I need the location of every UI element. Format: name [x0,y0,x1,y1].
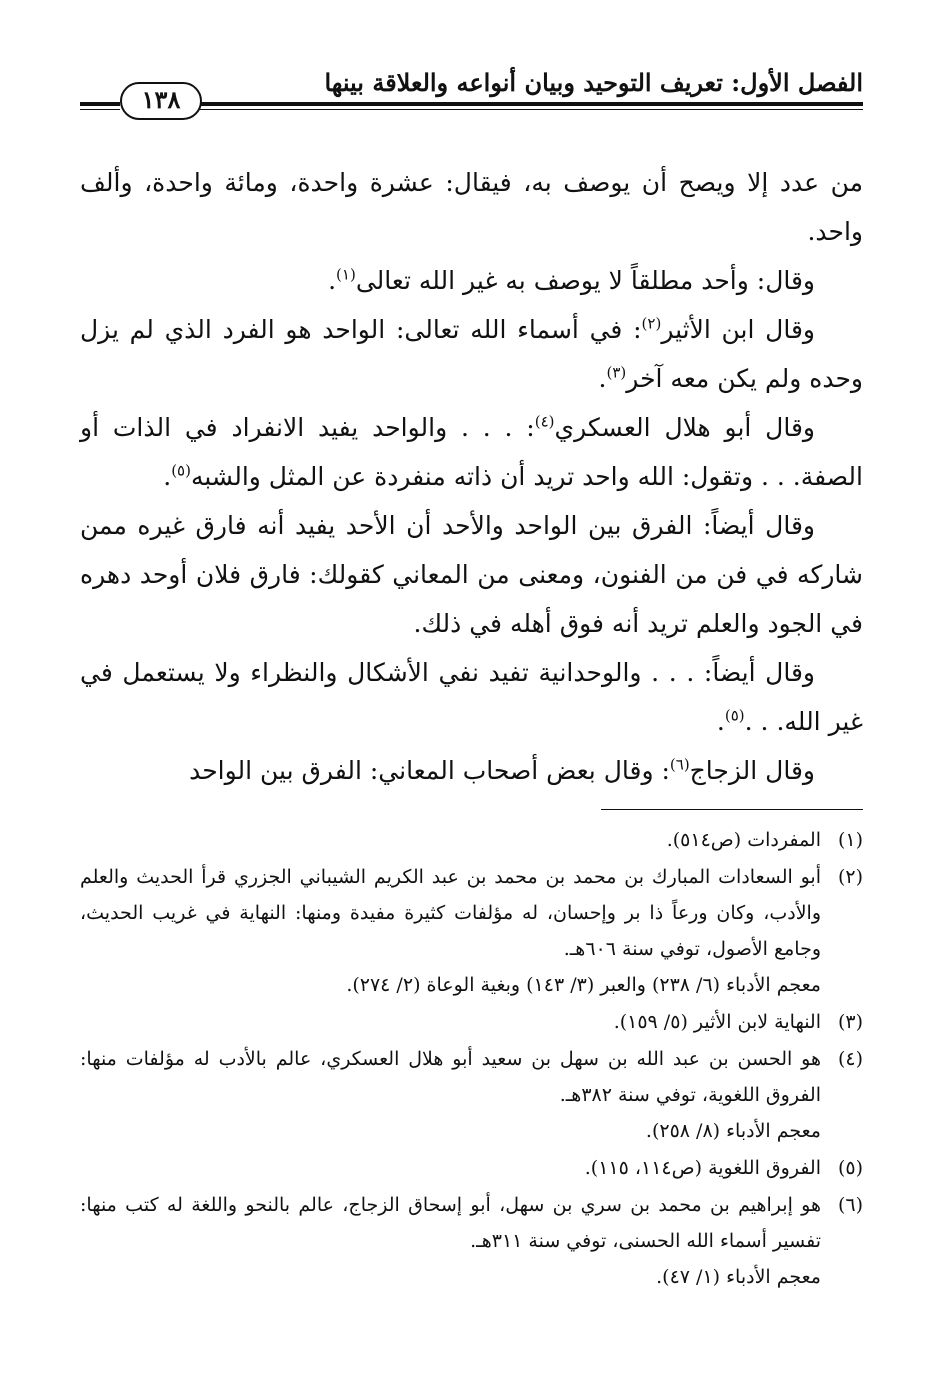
footnote-line: الفروق اللغوية (ص١١٤، ١١٥). [584,1157,821,1179]
footnote-number: (٤) [837,1048,863,1070]
footnote-line: معجم الأدباء (٨/ ٢٥٨). [645,1120,821,1142]
paragraph [80,501,863,648]
footnote-reference: (٣) [606,363,627,382]
footnote-line: النهاية لابن الأثير (٥/ ١٥٩). [613,1011,821,1033]
paragraph-text: . [163,462,172,491]
footnote-line: معجم الأدباء (١/ ٤٧). [656,1266,821,1288]
paragraph-text: وقال الزجاج [689,756,815,785]
footnote [80,1004,863,1040]
paragraph-text: . [328,266,337,295]
paragraph [80,403,863,501]
paragraph [80,746,863,795]
header-rule-thin [138,109,863,110]
paragraph-text: وقال أبو هلال العسكري [554,413,815,442]
footnote-text [80,1150,821,1186]
footnote-reference: (٥) [724,706,745,725]
header-rule-tail [80,102,120,106]
footnote-text [80,1004,821,1040]
footnote [80,859,863,1003]
footnote-text [80,1041,821,1149]
footnotes [80,822,863,1296]
paragraph-text: . [716,707,725,736]
footnote-number: (٥) [837,1157,863,1179]
footnote [80,822,863,858]
footnote-reference: (٦) [669,755,690,774]
footnote-text [80,859,821,1003]
footnote-line: معجم الأدباء (٦/ ٢٣٨) والعبر (٣/ ١٤٣) وبغية الوعاة (٢/ ٢٧٤). [346,974,821,996]
paragraph-text: وقال أيضاً: الفرق بين الواحد والأحد أن الأحد يفيد أنه فارق غيره ممن شاركه في فن من الفنون، ومعنى من المعاني كقولك: فارق فلان أوحد دهره في الجود والعلم تريد أنه فوق أهله في ذلك. [80,511,863,638]
footnote-number: (٢) [837,866,863,888]
footnote-separator [601,809,863,810]
paragraph-text: : في أسماء الله تعالى: الواحد هو الفرد الذي لم يزل وحده ولم يكن معه آخر [80,315,863,393]
footnote-line: المفردات (ص٥١٤). [666,829,821,851]
footnote-number: (١) [837,829,863,851]
paragraph-text: من عدد إلا ويصح أن يوصف به، فيقال: عشرة واحدة، ومائة واحدة، وألف واحد. [80,168,863,246]
footnote-line: هو إبراهيم بن محمد بن سري بن سهل، أبو إسحاق الزجاج، عالم بالنحو واللغة له كتب منها: تفسير أسماء الله الحسنى، توفي سنة ٣١١هـ. [80,1194,821,1252]
footnote-number: (٣) [837,1011,863,1033]
footnote-reference: (٥) [171,461,191,480]
footnote-text [80,1187,821,1295]
footnote-line: أبو السعادات المبارك بن محمد بن محمد بن عبد الكريم الشيباني الجزري قرأ الحديث والعلم والأدب، وكان ورعاً ذا بر وإحسان، له مؤلفات كثيرة مفيدة ومنها: النهاية في غريب الحديث، وجامع الأصول، توفي سنة ٦٠٦هـ. [80,866,821,960]
main-text [80,158,863,795]
footnote-reference: (١) [336,265,356,284]
running-header [80,62,863,120]
footnote-line: هو الحسن بن عبد الله بن سهل بن سعيد أبو هلال العسكري، عالم بالأدب له مؤلفات منها: الفروق اللغوية، توفي سنة ٣٨٢هـ. [80,1048,821,1106]
paragraph-text: وقال: وأحد مطلقاً لا يوصف به غير الله تعالى [355,266,815,295]
page-number: ١٣٨ [120,82,202,120]
paragraph-text: : وقال بعض أصحاب المعاني: الفرق بين الواحد [189,756,670,785]
paragraph [80,648,863,746]
paragraph-text: وقال ابن الأثير [661,315,815,344]
header-rule-thick [138,102,863,106]
paragraph [80,256,863,305]
footnote-reference: (٤) [534,412,555,431]
footnote-number: (٦) [837,1194,863,1216]
footnote [80,1187,863,1295]
paragraph-text: وقال أيضاً: . . . والوحدانية تفيد نفي الأشكال والنظراء ولا يستعمل في غير الله. . . [80,658,863,736]
paragraph-text: : . . . والواحد يفيد الانفراد في الذات أو الصفة. . . وتقول: الله واحد تريد أن ذاته منفردة عن المثل والشبه [80,413,863,491]
paragraph [80,158,863,256]
paragraph [80,305,863,403]
chapter-title: الفصل الأول: تعريف التوحيد وبيان أنواعه والعلاقة بينها [324,68,863,97]
footnote [80,1041,863,1149]
header-rule-tail-thin [80,109,120,110]
footnote [80,1150,863,1186]
footnote-text [80,822,821,858]
paragraph-text: . [598,364,607,393]
footnote-reference: (٢) [641,314,662,333]
